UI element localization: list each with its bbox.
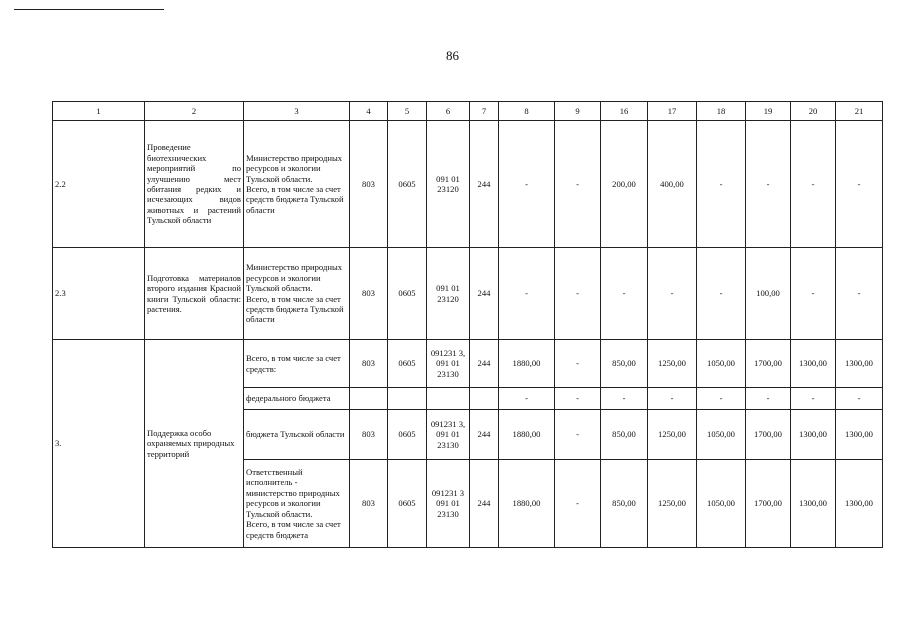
cell-value: - bbox=[601, 388, 648, 410]
cell-expense-type: 244 bbox=[470, 460, 499, 548]
cell-section: 0605 bbox=[388, 248, 427, 340]
cell-value: - bbox=[499, 121, 555, 248]
page-number: 86 bbox=[446, 48, 459, 63]
cell-value: 1250,00 bbox=[648, 460, 697, 548]
measure-name: Проведение биотехнических мероприятий по улучшению мест обитания редких и исчезающих видов животных и растений Тульской области bbox=[145, 121, 244, 248]
executor-text: Всего, в том числе за счет средств: bbox=[244, 340, 350, 388]
row-id: 3. bbox=[53, 340, 145, 548]
cell-expense-type: 244 bbox=[470, 121, 499, 248]
measure-name: Подготовка материалов второго издания Красной книги Тульской области: растения. bbox=[145, 248, 244, 340]
cell-value: - bbox=[836, 388, 883, 410]
cell-section: 0605 bbox=[388, 410, 427, 460]
cell-value: - bbox=[555, 121, 601, 248]
header-row bbox=[53, 102, 883, 121]
cell-expense-type: 244 bbox=[470, 248, 499, 340]
cell-value: - bbox=[555, 388, 601, 410]
header-cell: 16 bbox=[601, 102, 648, 121]
cell-value: 850,00 bbox=[601, 460, 648, 548]
header-cell: 4 bbox=[350, 102, 388, 121]
cell-target-article: 091 01 23120 bbox=[427, 248, 470, 340]
cell-grbs: 803 bbox=[350, 460, 388, 548]
cell-target-article bbox=[427, 388, 470, 410]
executor-text: Ответственный исполнитель - министерство природных ресурсов и экологии Тульской области. Всего, в том числе за счет средств бюджета bbox=[244, 460, 350, 548]
header-cell: 20 bbox=[791, 102, 836, 121]
cell-value: - bbox=[555, 248, 601, 340]
cell-value: - bbox=[555, 460, 601, 548]
cell-expense-type: 244 bbox=[470, 410, 499, 460]
budget-table bbox=[52, 101, 883, 548]
header-cell: 6 bbox=[427, 102, 470, 121]
cell-value: 1300,00 bbox=[836, 340, 883, 388]
cell-section: 0605 bbox=[388, 121, 427, 248]
cell-value: 400,00 bbox=[648, 121, 697, 248]
cell-section bbox=[388, 388, 427, 410]
cell-grbs: 803 bbox=[350, 248, 388, 340]
cell-value: - bbox=[791, 248, 836, 340]
cell-value: - bbox=[697, 248, 746, 340]
cell-grbs bbox=[350, 388, 388, 410]
measure-name: Поддержка особо охраняемых природных территорий bbox=[145, 340, 244, 548]
cell-value: 850,00 bbox=[601, 410, 648, 460]
cell-value: - bbox=[746, 121, 791, 248]
executor-text: Министерство природных ресурсов и экологии Тульской области. Всего, в том числе за счет средств бюджета Тульской области bbox=[244, 248, 350, 340]
cell-value: 200,00 bbox=[601, 121, 648, 248]
header-cell: 5 bbox=[388, 102, 427, 121]
header-cell: 1 bbox=[53, 102, 145, 121]
cell-value: 1700,00 bbox=[746, 410, 791, 460]
cell-value: 1300,00 bbox=[791, 410, 836, 460]
cell-value: - bbox=[791, 121, 836, 248]
table-row bbox=[53, 248, 883, 340]
executor-text: бюджета Тульской области bbox=[244, 410, 350, 460]
header-cell: 18 bbox=[697, 102, 746, 121]
cell-value: 1700,00 bbox=[746, 460, 791, 548]
cell-value: - bbox=[697, 388, 746, 410]
cell-value: 1700,00 bbox=[746, 340, 791, 388]
header-cell: 19 bbox=[746, 102, 791, 121]
header-cell: 21 bbox=[836, 102, 883, 121]
cell-value: 1880,00 bbox=[499, 460, 555, 548]
cell-value: 1300,00 bbox=[791, 340, 836, 388]
header-cell: 3 bbox=[244, 102, 350, 121]
cell-expense-type bbox=[470, 388, 499, 410]
cell-value: - bbox=[648, 248, 697, 340]
header-cell: 17 bbox=[648, 102, 697, 121]
header-cell: 9 bbox=[555, 102, 601, 121]
cell-value: 1250,00 bbox=[648, 410, 697, 460]
cell-value: - bbox=[836, 121, 883, 248]
cell-value: 100,00 bbox=[746, 248, 791, 340]
cell-target-article: 091231 3 091 01 23130 bbox=[427, 460, 470, 548]
cell-value: - bbox=[499, 248, 555, 340]
cell-value: 1050,00 bbox=[697, 460, 746, 548]
cell-value: - bbox=[648, 388, 697, 410]
cell-value: 1250,00 bbox=[648, 340, 697, 388]
cell-value: - bbox=[697, 121, 746, 248]
executor-text: Министерство природных ресурсов и экологии Тульской области. Всего, в том числе за счет средств бюджета Тульской области bbox=[244, 121, 350, 248]
cell-value: 1050,00 bbox=[697, 410, 746, 460]
cell-value: 1300,00 bbox=[836, 410, 883, 460]
cell-expense-type: 244 bbox=[470, 340, 499, 388]
cell-value: - bbox=[836, 248, 883, 340]
cell-value: - bbox=[555, 410, 601, 460]
cell-value: 1300,00 bbox=[836, 460, 883, 548]
table-row bbox=[53, 340, 883, 388]
row-id: 2.3 bbox=[53, 248, 145, 340]
cell-value: - bbox=[601, 248, 648, 340]
cell-grbs: 803 bbox=[350, 340, 388, 388]
cell-grbs: 803 bbox=[350, 410, 388, 460]
cell-section: 0605 bbox=[388, 460, 427, 548]
executor-text: федерального бюджета bbox=[244, 388, 350, 410]
header-cell: 2 bbox=[145, 102, 244, 121]
cell-value: 1880,00 bbox=[499, 340, 555, 388]
row-id: 2.2 bbox=[53, 121, 145, 248]
cell-value: - bbox=[746, 388, 791, 410]
cell-value: 850,00 bbox=[601, 340, 648, 388]
cell-target-article: 091231 3, 091 01 23130 bbox=[427, 340, 470, 388]
cell-value: - bbox=[555, 340, 601, 388]
top-rule bbox=[14, 9, 164, 10]
cell-value: 1300,00 bbox=[791, 460, 836, 548]
cell-value: - bbox=[791, 388, 836, 410]
cell-target-article: 091231 3, 091 01 23130 bbox=[427, 410, 470, 460]
header-cell: 7 bbox=[470, 102, 499, 121]
table-row bbox=[53, 121, 883, 248]
cell-value: 1880,00 bbox=[499, 410, 555, 460]
cell-target-article: 091 01 23120 bbox=[427, 121, 470, 248]
cell-grbs: 803 bbox=[350, 121, 388, 248]
header-cell: 8 bbox=[499, 102, 555, 121]
cell-value: - bbox=[499, 388, 555, 410]
cell-value: 1050,00 bbox=[697, 340, 746, 388]
cell-section: 0605 bbox=[388, 340, 427, 388]
